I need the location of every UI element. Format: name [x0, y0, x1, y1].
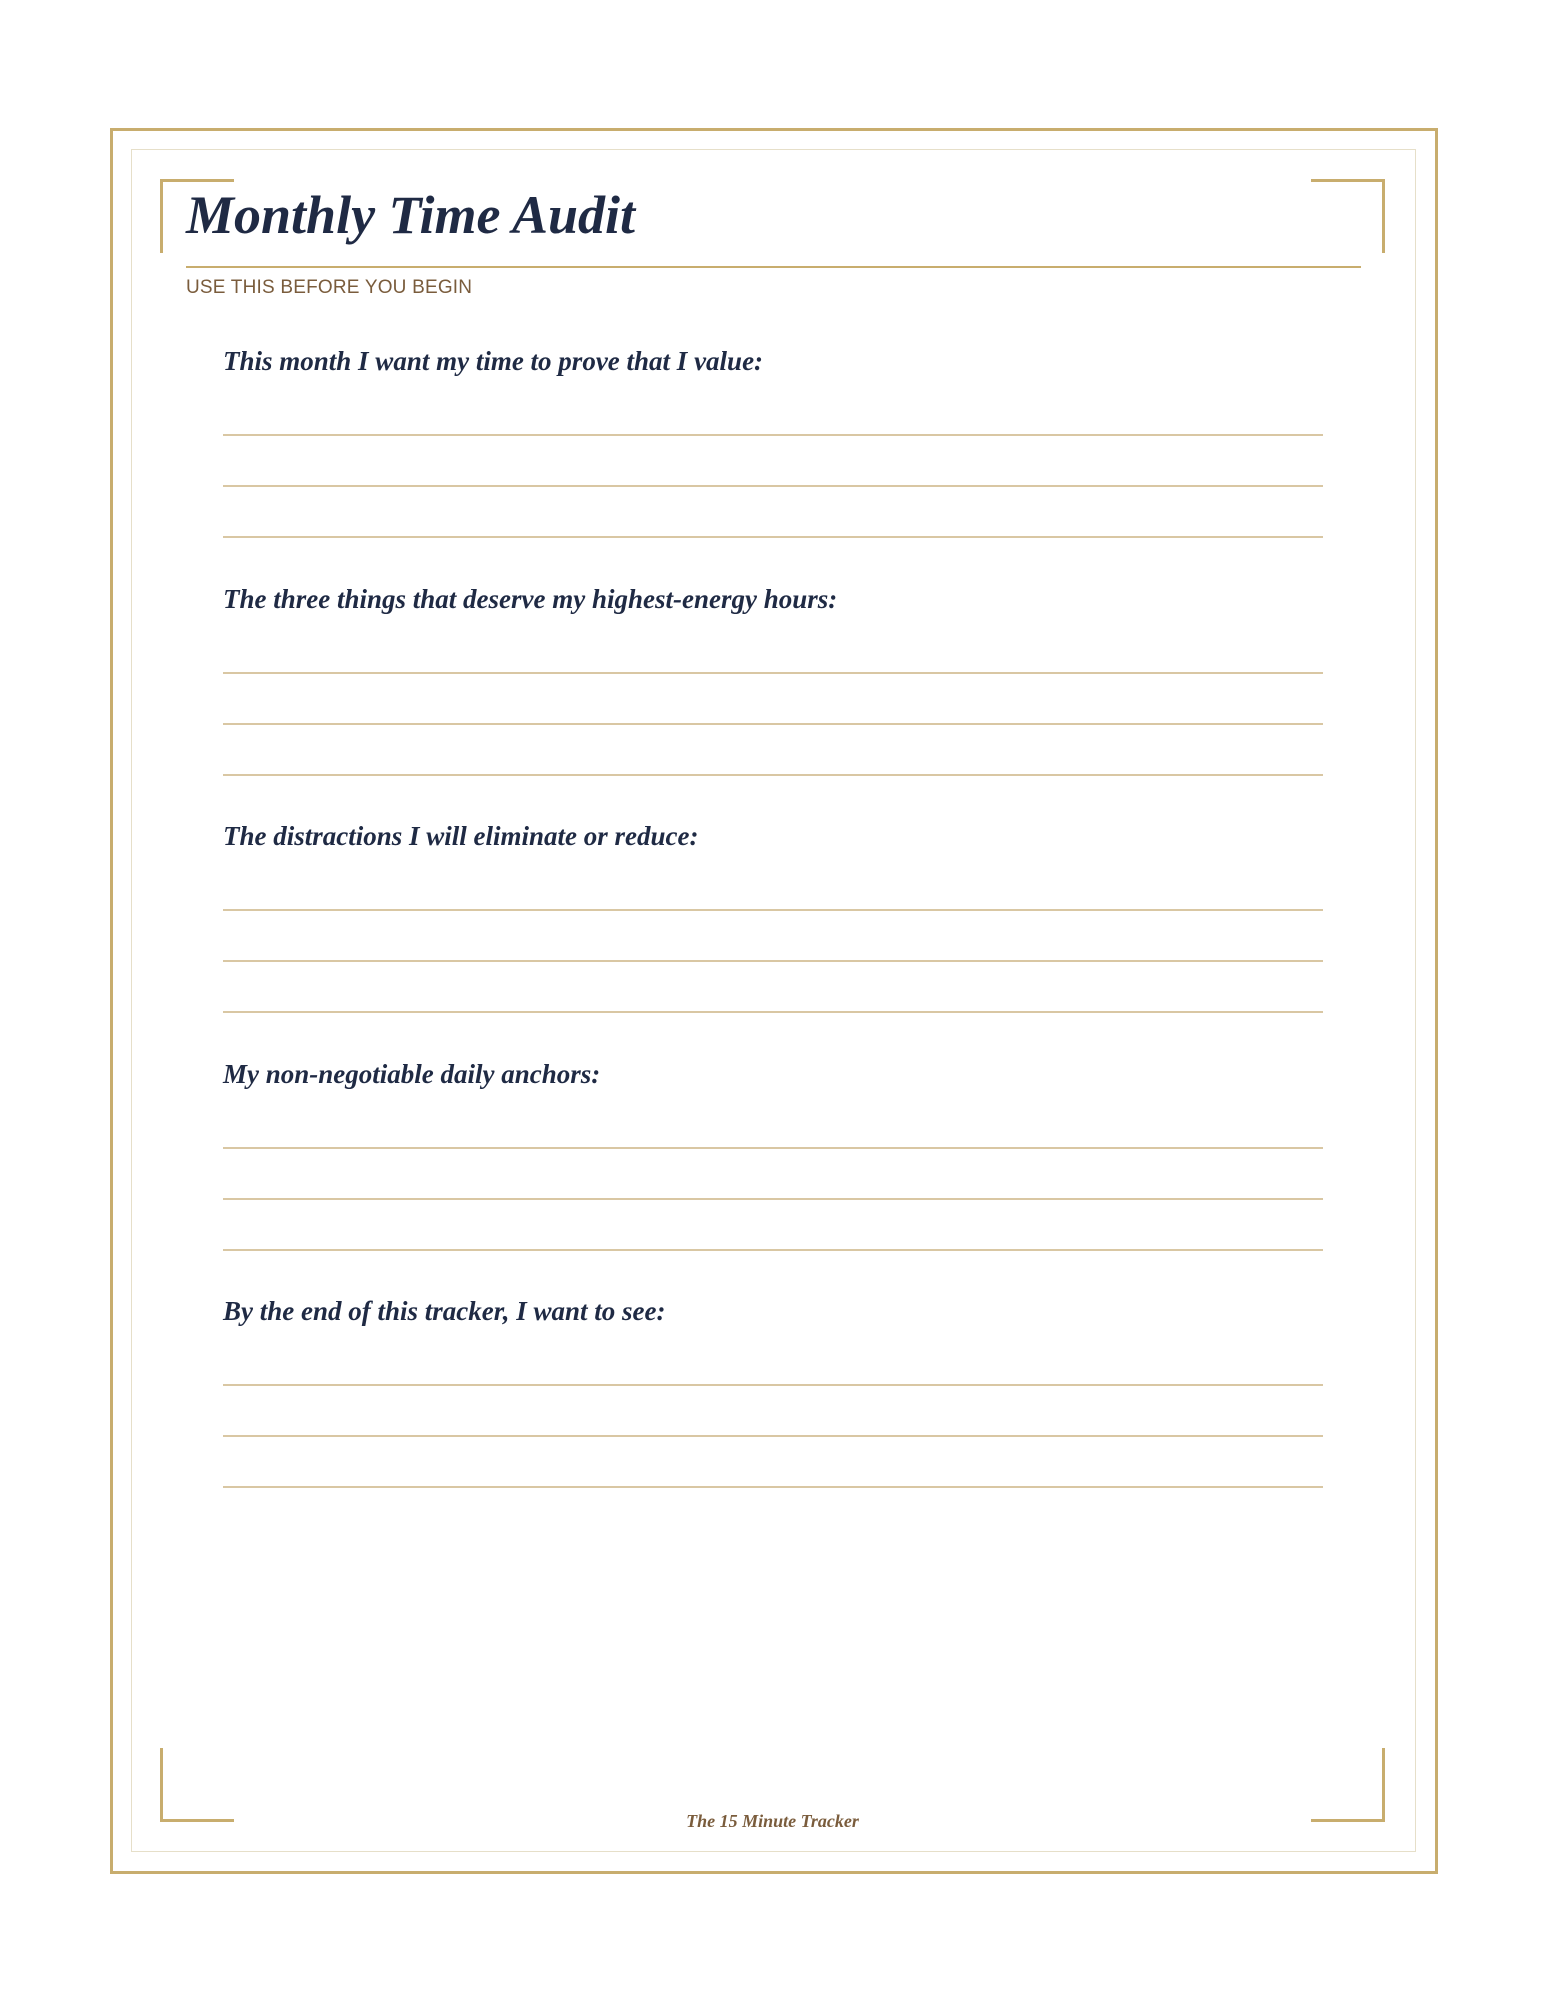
prompt-label: By the end of this tracker, I want to see:	[223, 1296, 666, 1326]
writing-line[interactable]	[223, 1198, 1323, 1200]
page-subtitle: USE THIS BEFORE YOU BEGIN	[186, 277, 473, 298]
writing-line[interactable]	[223, 1435, 1323, 1437]
title-divider	[186, 266, 1361, 268]
writing-line[interactable]	[223, 485, 1323, 487]
writing-line[interactable]	[223, 723, 1323, 725]
writing-line[interactable]	[223, 536, 1323, 538]
writing-line[interactable]	[223, 960, 1323, 962]
writing-line[interactable]	[223, 434, 1323, 436]
prompt-label: The distractions I will eliminate or reduce:	[223, 821, 699, 851]
prompt-section-distractions	[223, 819, 1323, 1057]
corner-ornament-top-right	[1311, 179, 1385, 253]
prompt-label: The three things that deserve my highest-energy hours:	[223, 583, 838, 614]
prompt-list	[223, 344, 1323, 1532]
writing-line[interactable]	[223, 1147, 1323, 1149]
prompt-label: My non-negotiable daily anchors:	[223, 1058, 601, 1089]
writing-line[interactable]	[223, 909, 1323, 911]
page-footer: The 15 Minute Tracker	[686, 1811, 859, 1831]
prompt-section-value	[223, 344, 1323, 582]
page-title: Monthly Time Audit	[186, 185, 636, 245]
prompt-label: This month I want my time to prove that I value:	[223, 346, 764, 376]
writing-line[interactable]	[223, 1384, 1323, 1386]
writing-line[interactable]	[223, 1486, 1323, 1488]
writing-line[interactable]	[223, 672, 1323, 674]
prompt-section-energy-hours	[223, 582, 1323, 820]
writing-line[interactable]	[223, 774, 1323, 776]
writing-line[interactable]	[223, 1011, 1323, 1013]
prompt-section-end-goal	[223, 1294, 1323, 1532]
prompt-section-daily-anchors	[223, 1057, 1323, 1295]
writing-line[interactable]	[223, 1249, 1323, 1251]
